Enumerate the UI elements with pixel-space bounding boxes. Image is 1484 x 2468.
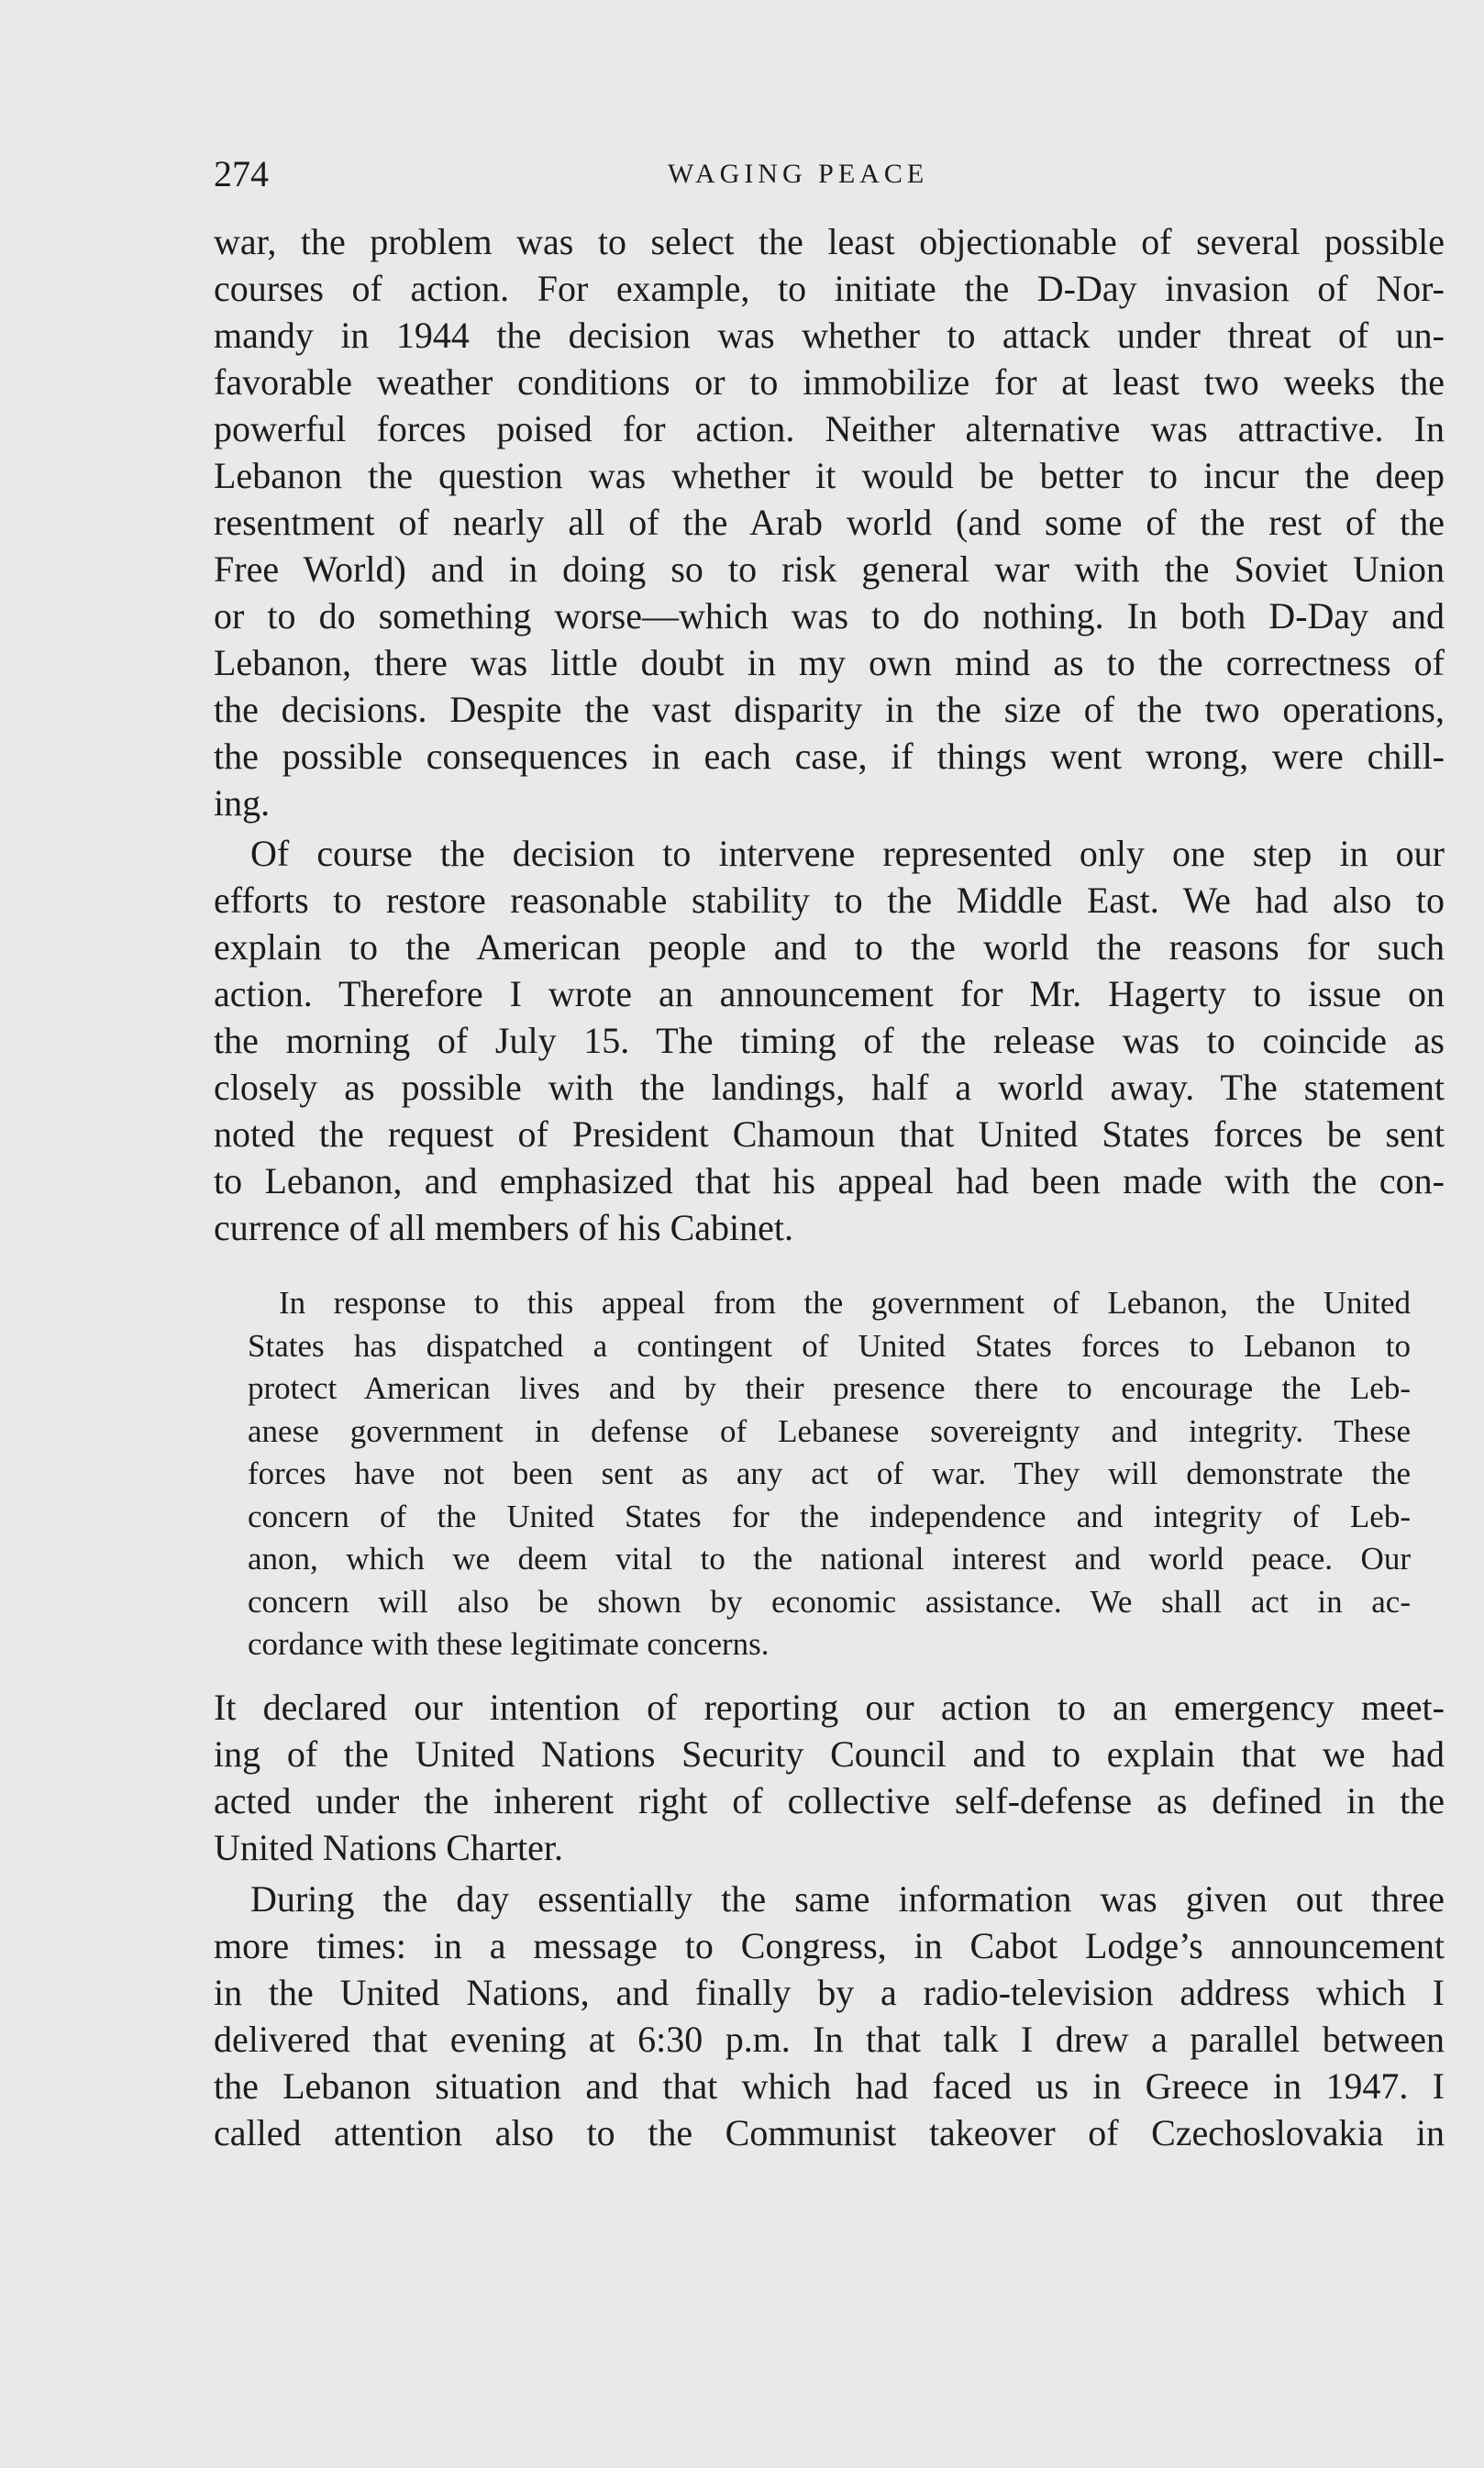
paragraph-3 — [214, 1684, 1445, 1871]
text-line: war, the problem was to select the least objectionable of several possible — [214, 221, 1445, 262]
text-line: to Lebanon, and emphasized that his appeal had been made with the con- — [214, 1160, 1445, 1201]
text-line: mandy in 1944 the decision was whether to attack under threat of un- — [214, 315, 1445, 356]
quote-line: anese government in defense of Lebanese sovereignty and integrity. These — [248, 1412, 1411, 1449]
quote-line: cordance with these legitimate concerns. — [248, 1626, 770, 1662]
text-line: United Nations Charter. — [214, 1827, 564, 1868]
text-line: explain to the American people and to the world the reasons for such — [214, 926, 1445, 968]
quote-line: anon, which we deem vital to the national interest and world peace. Our — [248, 1541, 1411, 1577]
quote-line: protect American lives and by their presence there to encourage the Leb- — [248, 1370, 1411, 1406]
text-line: Free World) and in doing so to risk general war with the Soviet Union — [214, 548, 1445, 590]
text-line: called attention also to the Communist takeover of Czechoslovakia in — [214, 2112, 1445, 2153]
quote-line: concern will also be shown by economic assistance. We shall act in ac- — [248, 1583, 1411, 1620]
text-line: the Lebanon situation and that which had faced us in Greece in 1947. I — [214, 2065, 1445, 2107]
text-line: Lebanon the question was whether it would be better to incur the deep — [214, 455, 1445, 496]
text-line: action. Therefore I wrote an announcement for Mr. Hagerty to issue on — [214, 973, 1445, 1014]
text-line: noted the request of President Chamoun that United States forces be sent — [214, 1113, 1445, 1155]
text-line: the possible consequences in each case, if things went wrong, were chill- — [214, 736, 1445, 777]
text-line: resentment of nearly all of the Arab world (and some of the rest of the — [214, 502, 1445, 543]
text-line: Of course the decision to intervene represented only one step in our — [250, 833, 1445, 874]
text-line: During the day essentially the same information was given out three — [250, 1878, 1445, 1920]
quote-line: States has dispatched a contingent of United States forces to Lebanon to — [248, 1327, 1411, 1364]
text-line: currence of all members of his Cabinet. — [214, 1207, 793, 1248]
text-line: more times: in a message to Congress, in Cabot Lodge’s announcement — [214, 1925, 1445, 1966]
paragraph-4 — [214, 1876, 1445, 2156]
text-line: the morning of July 15. The timing of the release was to coincide as — [214, 1020, 1445, 1061]
quote-line: In response to this appeal from the government of Lebanon, the United — [279, 1285, 1411, 1321]
running-head: WAGING PEACE — [668, 159, 929, 189]
text-line: closely as possible with the landings, half a world away. The statement — [214, 1067, 1445, 1108]
text-line: or to do something worse—which was to do nothing. In both D-Day and — [214, 595, 1445, 636]
quote-line: concern of the United States for the independence and integrity of Leb- — [248, 1498, 1411, 1534]
text-line: It declared our intention of reporting our action to an emergency meet- — [214, 1687, 1445, 1728]
paragraph-1 — [214, 218, 1445, 826]
paragraph-2 — [214, 830, 1445, 1251]
text-line: efforts to restore reasonable stability to the Middle East. We had also to — [214, 880, 1445, 921]
text-line: ing of the United Nations Security Council and to explain that we had — [214, 1733, 1445, 1775]
quote-line: forces have not been sent as any act of war. They will demonstrate the — [248, 1455, 1411, 1491]
text-line: favorable weather conditions or to immobilize for at least two weeks the — [214, 361, 1445, 403]
text-line: powerful forces poised for action. Neither alternative was attractive. In — [214, 408, 1445, 449]
text-line: ing. — [214, 782, 271, 824]
text-line: in the United Nations, and finally by a radio-television address which I — [214, 1972, 1445, 2013]
page-number: 274 — [214, 153, 269, 194]
text-line: courses of action. For example, to initiate the D-Day invasion of Nor- — [214, 268, 1445, 309]
text-line: delivered that evening at 6:30 p.m. In that talk I drew a parallel between — [214, 2019, 1445, 2060]
text-line: acted under the inherent right of collective self-defense as defined in the — [214, 1780, 1445, 1821]
text-line: Lebanon, there was little doubt in my own mind as to the correctness of — [214, 642, 1445, 683]
block-quote — [248, 1282, 1411, 1666]
text-line: the decisions. Despite the vast disparity in the size of the two operations, — [214, 689, 1445, 730]
